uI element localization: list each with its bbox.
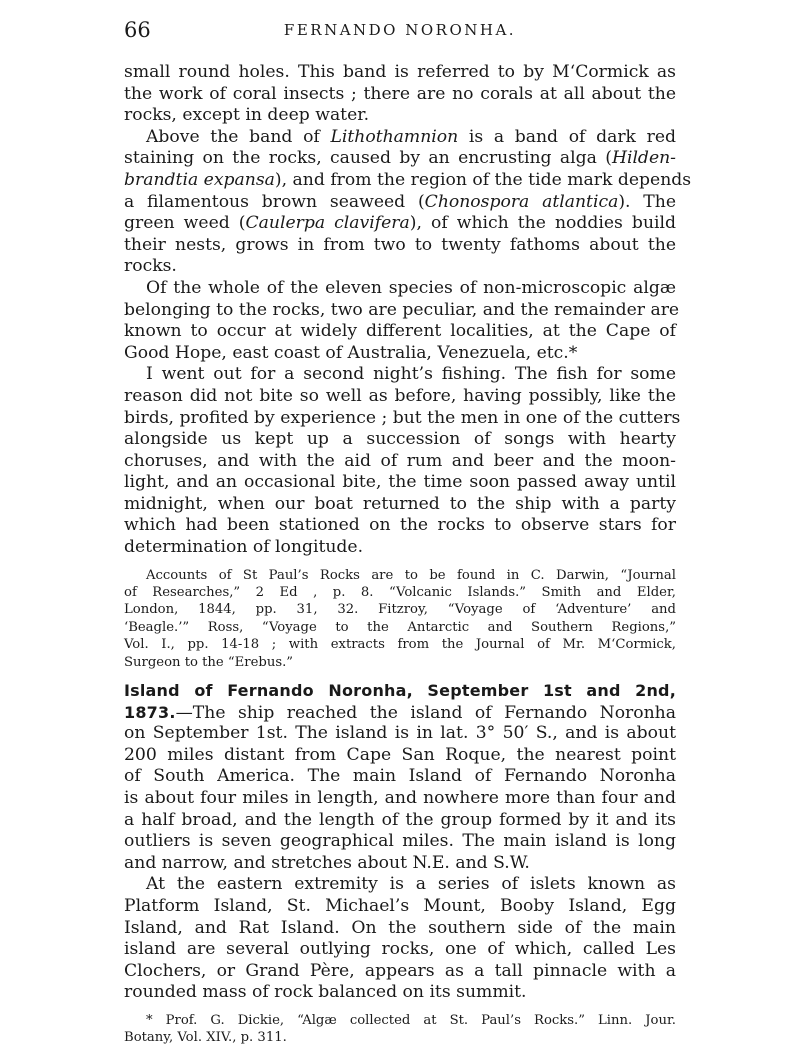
text-line: Accounts of St Paul’s Rocks are to be found in C. Darwin, “Journal [146,567,676,583]
text-line: a filamentous brown seaweed (Chonospora atlantica). The [124,191,677,212]
section-fernando-noronha [124,680,676,874]
text-line: on September 1st. The island is in lat. 3° 50′ S., and is about [124,723,676,744]
species-name: Chonospora atlantica [424,191,619,212]
text-line: Above the band of Lithothamnion is a band of dark red [146,126,676,147]
text-line: of South America. The main Island of Fernando Noronha [124,766,676,787]
species-name: brandtia expansa [124,169,275,190]
text-line: Botany, Vol. XIV., p. 311. [124,1030,287,1046]
text-line: rocks. [124,256,177,277]
text-line: rocks, except in deep water. [124,105,370,126]
text-line: their nests, grows in from two to twenty fathoms about the [124,234,676,255]
text-line: I went out for a second night’s fishing. The fish for some [146,364,676,385]
text-line: alongside us kept up a succession of songs with hearty [124,429,676,450]
text-line: the work of coral insects ; there are no corals at all about the [124,83,676,104]
section-year: 1873. [124,702,176,722]
text-line: a half broad, and the length of the group formed by it and its [124,809,676,830]
text-line: light, and an occasional bite, the time soon passed away until [124,472,676,493]
text-line: rounded mass of rock balanced on its summit. [124,982,527,1003]
text-line: midnight, when our boat returned to the ship with a party [124,493,676,514]
text-line: Island, and Rat Island. On the southern side of the main [124,917,676,938]
text-line: At the eastern extremity is a series of islets known as [146,874,676,895]
text-line: belonging to the rocks, two are peculiar, and the remainder are [124,299,680,320]
paragraph-night-fishing [124,364,681,558]
running-title: FERNANDO NORONHA. [283,21,517,39]
text-line: known to occur at widely different localities, at the Cape of [124,321,676,342]
text-line: ‘Beagle.’” Ross, “Voyage to the Antarctic and Southern Regions,” [124,619,676,635]
text-line: Good Hope, east coast of Australia, Venezuela, etc.* [124,342,578,363]
text-line: birds, profited by experience ; but the men in one of the cutters [124,407,681,428]
paragraph-algae-bands [124,126,692,278]
text-line: small round holes. This band is referred to by M‘Cormick as [124,62,676,82]
text-line: London, 1844, pp. 31, 32. Fitzroy, “Voyage of ‘Adventure’ and [124,602,676,618]
text-line: green weed (Caulerpa clavifera), of which the noddies build [124,213,677,234]
text-line: determination of longitude. [124,537,364,558]
species-name: Lithothamnion [330,126,459,147]
text-line: Clochers, or Grand Père, appears as a tall pinnacle with a [124,960,676,981]
text-line: choruses, and with the aid of rum and beer and the moon- [124,450,676,471]
text-line: of Researches,” 2 Ed , p. 8. “Volcanic Islands.” Smith and Elder, [124,585,676,601]
species-name: Caulerpa clavifera [245,213,410,234]
text-line: Of the whole of the eleven species of non-microscopic algæ [146,277,676,298]
footnote [124,1012,676,1047]
running-head [124,18,676,48]
text-line: staining on the rocks, caused by an encrusting alga (Hilden- [124,148,676,169]
page-number: 66 [124,18,151,42]
text-line: island are several outlying rocks, one of which, called Les [124,939,676,960]
section-heading: Island of Fernando Noronha, September 1st and 2nd, [124,681,676,700]
text-line: Platform Island, St. Michael’s Mount, Booby Island, Egg [124,895,676,916]
text-line: reason did not bite so well as before, having possibly, like the [124,385,676,406]
species-name: Hilden- [611,148,676,169]
accounts-note [124,567,676,671]
main-text [124,62,692,1047]
text-line: and narrow, and stretches about N.E. and S.W. [124,852,530,873]
paragraph-islets [124,874,676,1004]
text-line: outliers is seven geographical miles. The main island is long [124,831,676,852]
text-line: 1873.—The ship reached the island of Fernando Noronha [124,702,676,723]
text-line: Surgeon to the “Erebus.” [124,654,294,670]
paragraph-coral-band [124,62,676,127]
text-line: * Prof. G. Dickie, “Algæ collected at St. Paul’s Rocks.” Linn. Jour. [146,1012,676,1028]
text-line: 200 miles distant from Cape San Roque, the nearest point [124,744,676,765]
text-line: which had been stationed on the rocks to observe stars for [124,515,676,536]
text-line: brandtia expansa), and from the region of the tide mark depends [124,169,692,190]
text-line: Vol. I., pp. 14-18 ; with extracts from the Journal of Mr. M‘Cormick, [124,637,676,653]
text-line: is about four miles in length, and nowhere more than four and [124,787,676,808]
paragraph-algae-species [124,277,680,364]
